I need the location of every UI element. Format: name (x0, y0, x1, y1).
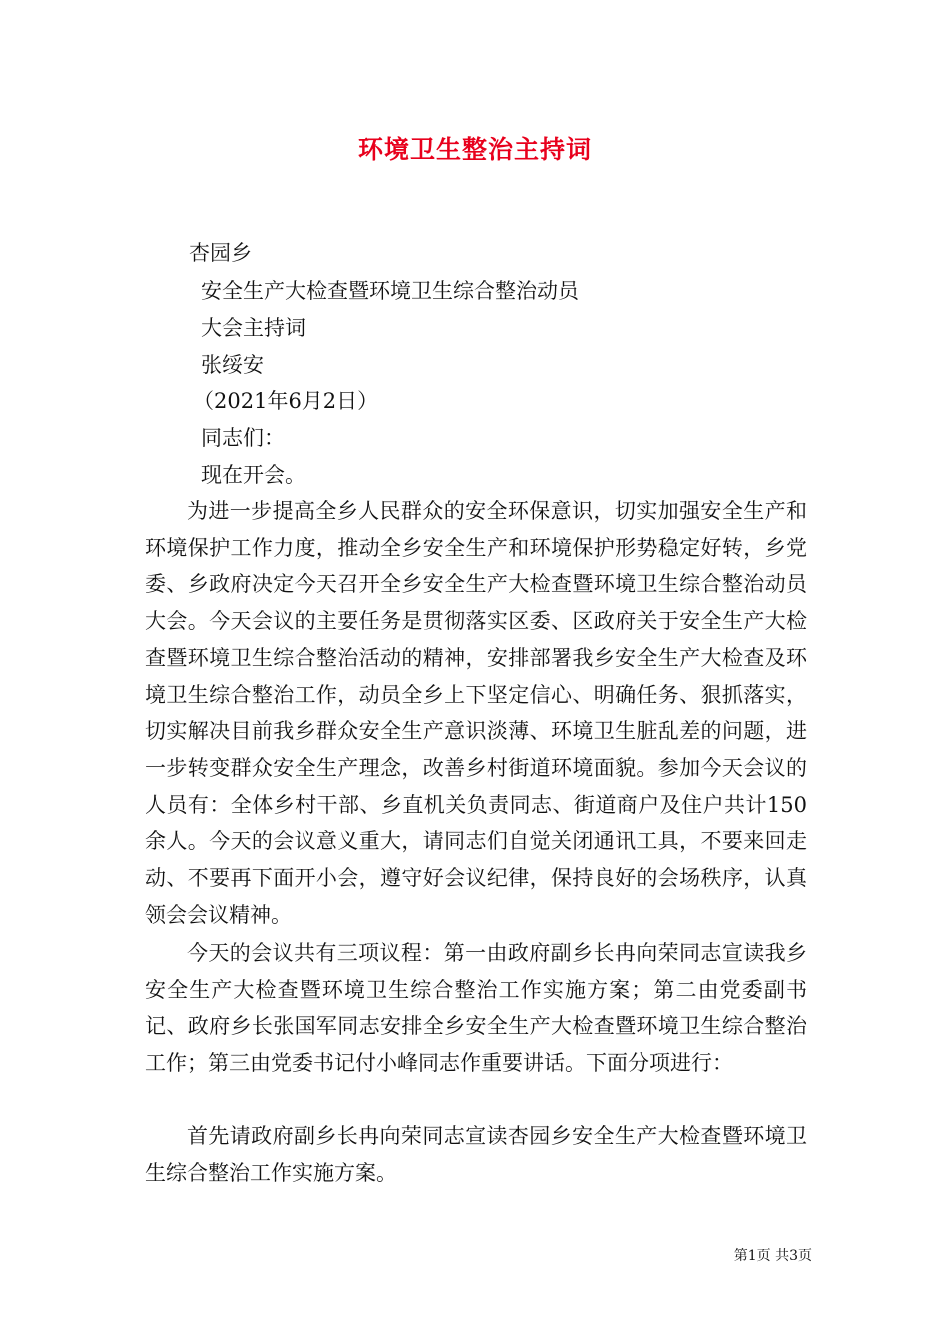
paragraph-first-item: 首先请政府副乡长冉向荣同志宣读杏园乡安全生产大检查暨环境卫生综合整治工作实施方案。 (145, 1124, 807, 1185)
host-name-line: 张绥安 (201, 353, 264, 377)
meeting-type-line: 大会主持词 (201, 316, 306, 340)
greeting-line: 同志们： (201, 426, 285, 450)
paragraph-agenda: 今天的会议共有三项议程：第一由政府副乡长冉向荣同志宣读我乡安全生产大检查暨环境卫生综合整治工作实施方案；第二由党委副书记、政府乡长张国军同志安排全乡安全生产大检查暨环境卫生综合整治工作；第三由党委书记付小峰同志作重要讲话。下面分项进行： (145, 941, 807, 1076)
township-line: 杏园乡 (189, 241, 252, 265)
paragraph-purpose: 为进一步提高全乡人民群众的安全环保意识，切实加强安全生产和环境保护工作力度，推动全乡安全生产和环境保护形势稳定好转，乡党委、乡政府决定今天召开全乡安全生产大检查暨环境卫生综合整治动员大会。今天会议的主要任务是贯彻落实区委、区政府关于安全生产大检查暨环境卫生综合整治活动的精神，安排部署我乡安全生产大检查及环境卫生综合整治工作，动员全乡上下坚定信心、明确任务、狠抓落实，切实解决目前我乡群众安全生产意识淡薄、环境卫生脏乱差的问题，进一步转变群众安全生产理念，改善乡村街道环境面貌。参加今天会议的人员有：全体乡村干部、乡直机关负责同志、街道商户及住户共计150余人。今天的会议意义重大，请同志们自觉关闭通讯工具，不要来回走动、不要再下面开小会，遵守好会议纪律，保持良好的会场秩序，认真领会会议精神。 (145, 499, 807, 927)
page-footer: 第1页 共3页 (733, 1248, 812, 1264)
opening-line: 现在开会。 (201, 463, 306, 487)
date-line: （2021年6月2日） (193, 389, 379, 413)
document-title: 环境卫生整治主持词 (357, 135, 592, 164)
meeting-name-line: 安全生产大检查暨环境卫生综合整治动员 (201, 279, 579, 303)
